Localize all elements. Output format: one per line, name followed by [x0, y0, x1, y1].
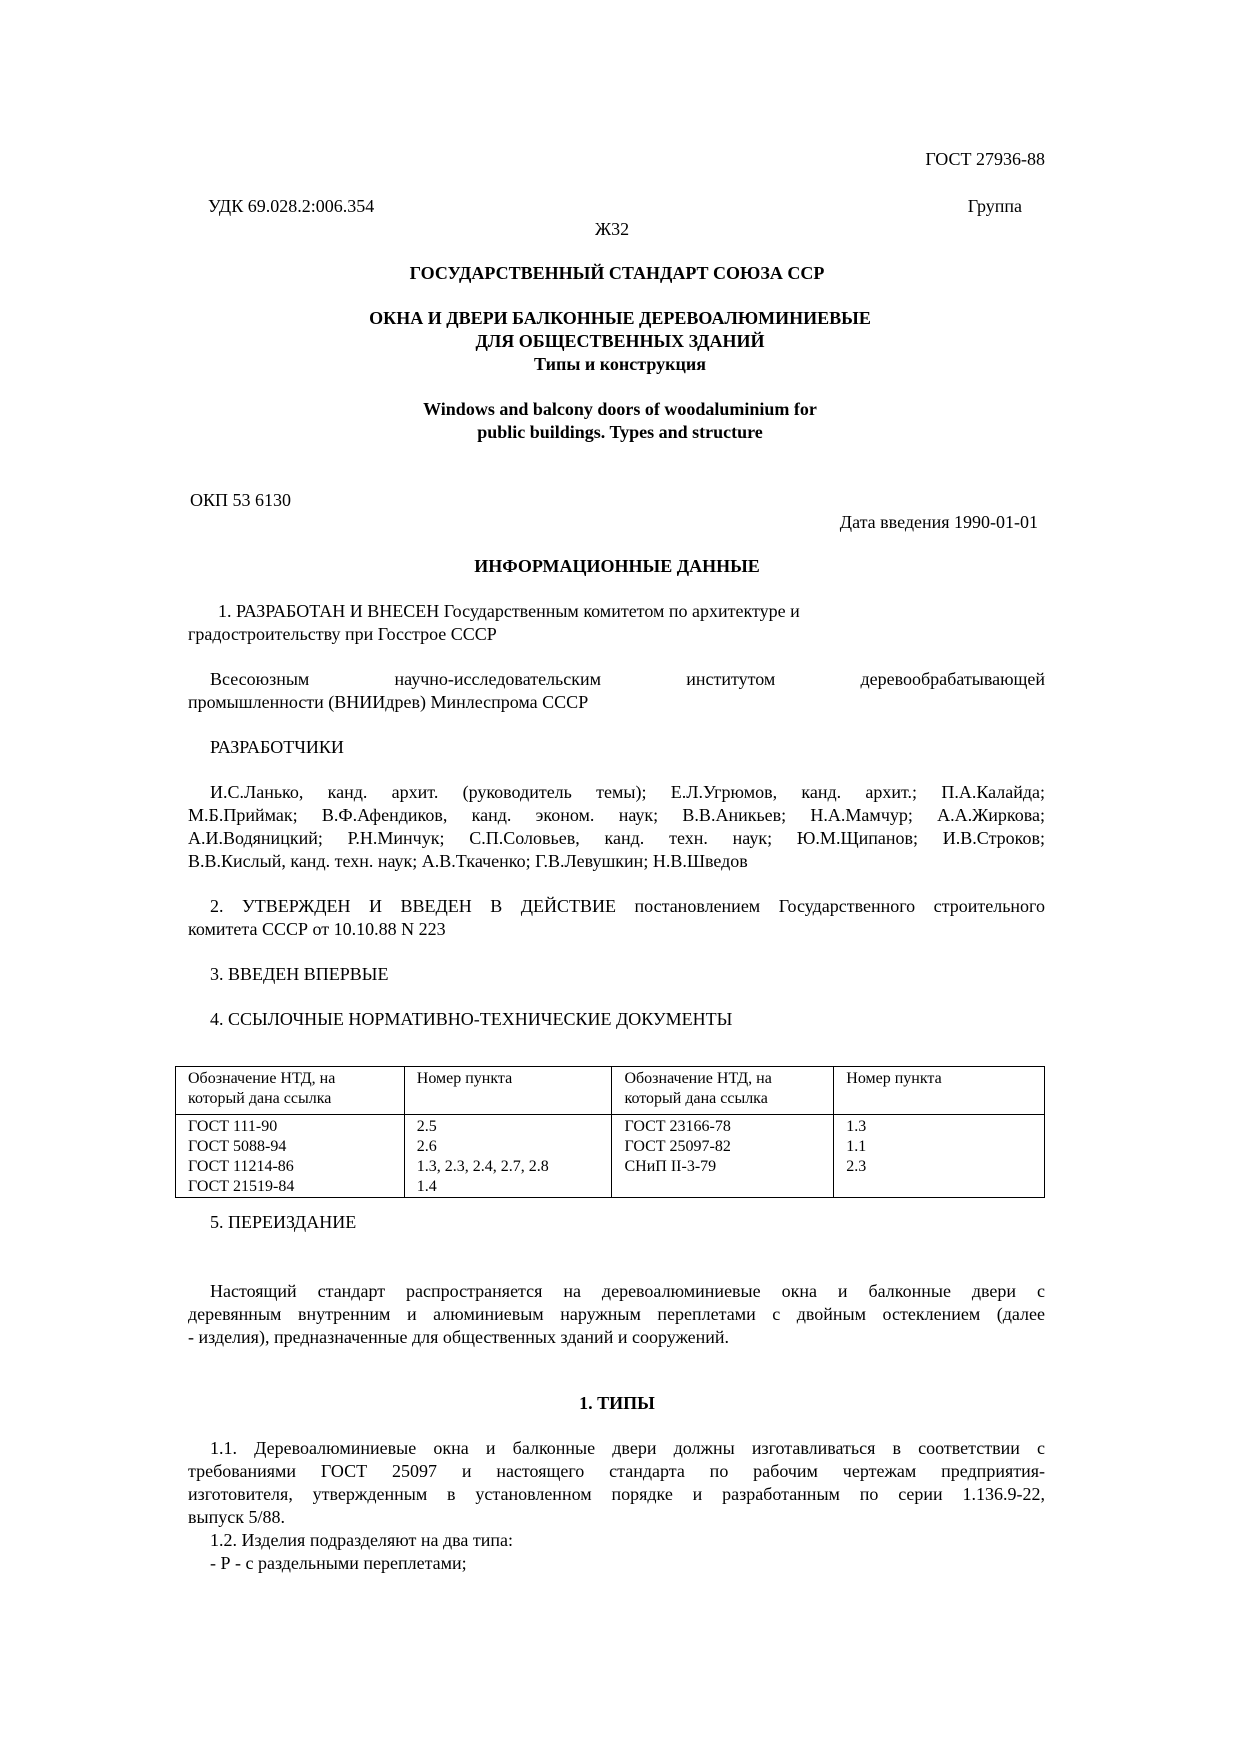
section-1-heading: 1. ТИПЫ	[579, 1393, 655, 1413]
developers-line-3: А.И.Водяницкий; Р.Н.Минчук; С.П.Соловьев, канд. техн. наук; Ю.М.Щипанов; И.В.Строков;	[188, 828, 1045, 848]
group-code: Ж32	[595, 219, 630, 239]
scope-line-2: деревянным внутренним и алюминиевым наружным переплетами с двойным остеклением (далее	[188, 1304, 1045, 1324]
clause-1-1-line-2: требованиями ГОСТ 25097 и настоящего стандарта по рабочим чертежам предприятия-	[188, 1461, 1045, 1481]
table-header-row	[176, 1067, 1045, 1115]
table-cell: 1.3, 2.3, 2.4, 2.7, 2.8	[416, 1158, 549, 1175]
scope-line-2-wrap	[188, 1303, 1045, 1325]
document-title-line-2: ДЛЯ ОБЩЕСТВЕННЫХ ЗДАНИЙ	[475, 331, 765, 351]
english-title-line-2: public buildings. Types and structure	[477, 422, 763, 442]
table-row	[176, 1115, 1045, 1198]
english-title-line-1: Windows and balcony doors of woodaluminium for	[423, 399, 817, 419]
clause-1-1-line-4: выпуск 5/88.	[188, 1507, 285, 1527]
document-title-line-1: ОКНА И ДВЕРИ БАЛКОННЫЕ ДЕРЕВОАЛЮМИНИЕВЫЕ	[369, 308, 871, 328]
developers-line-2: М.Б.Приймак; В.Ф.Афендиков, канд. эконом. наук; В.В.Аникьев; Н.А.Мамчур; А.А.Жиркова;	[188, 805, 1045, 825]
developers-line-4: В.В.Кислый, канд. техн. наук; А.В.Ткаченко; Г.В.Левушкин; Н.В.Шведов	[188, 851, 748, 871]
clause-1-2-item-1: - Р - с раздельными переплетами;	[210, 1553, 467, 1573]
table-cell: ГОСТ 23166-78	[624, 1118, 731, 1135]
approved-line-2: комитета СССР от 10.10.88 N 223	[188, 919, 446, 939]
table-header-doc-right: Обозначение НТД, на который дана ссылка	[612, 1067, 834, 1115]
table-cell-items-right	[834, 1115, 1045, 1198]
clause-1-1-line-2-wrap	[188, 1460, 1045, 1482]
clause-1-1-line-1-wrap	[210, 1437, 1045, 1459]
table-cell: ГОСТ 25097-82	[624, 1138, 731, 1155]
clause-1-1-line-1: 1.1. Деревоалюминиевые окна и балконные двери должны изготавливаться в соответствии с	[210, 1438, 1045, 1458]
info-item-1-line-1: 1. РАЗРАБОТАН И ВНЕСЕН Государственным комитетом по архитектуре и	[218, 601, 800, 621]
table-cell: ГОСТ 11214-86	[188, 1158, 294, 1175]
clause-1-1-line-3: изготовителя, утвержденным в установленном порядке и разработанным по серии 1.136.9-22,	[188, 1484, 1045, 1504]
table-cell: ГОСТ 21519-84	[188, 1178, 295, 1195]
table-header-item-left: Номер пункта	[404, 1067, 612, 1115]
clause-1-1-line-3-wrap	[188, 1483, 1045, 1505]
standard-title: ГОСУДАРСТВЕННЫЙ СТАНДАРТ СОЮЗА ССР	[409, 263, 825, 283]
table-cell: ГОСТ 111-90	[188, 1118, 278, 1135]
group-label: Группа	[967, 196, 1022, 216]
developers-line-1: И.С.Ланько, канд. архит. (руководитель темы); Е.Л.Угрюмов, канд. архит.; П.А.Калайда;	[210, 782, 1045, 802]
intro-date: Дата введения 1990-01-01	[839, 512, 1038, 532]
reference-table	[175, 1066, 1045, 1198]
scope-line-3: - изделия), предназначенные для общественных зданий и сооружений.	[188, 1327, 730, 1347]
gost-number: ГОСТ 27936-88	[925, 149, 1045, 169]
document-subtitle: Типы и конструкция	[534, 354, 706, 374]
table-cell: 2.5	[416, 1118, 437, 1135]
table-cell-docs-left	[176, 1115, 405, 1198]
scope-line-1: Настоящий стандарт распространяется на деревоалюминиевые окна и балконные двери с	[210, 1281, 1045, 1301]
table-cell: 2.3	[846, 1158, 867, 1175]
scope-line-1-wrap	[210, 1280, 1045, 1302]
table-header-item-right: Номер пункта	[834, 1067, 1045, 1115]
info-institute-line-2: промышленности (ВНИИдрев) Минлеспрома СССР	[188, 692, 589, 712]
clause-1-2: 1.2. Изделия подразделяют на два типа:	[210, 1530, 514, 1550]
table-cell: 1.3	[846, 1118, 867, 1135]
table-cell-items-left	[404, 1115, 612, 1198]
reissue: 5. ПЕРЕИЗДАНИЕ	[210, 1212, 357, 1232]
approved-line-1-wrap	[210, 895, 1045, 917]
info-institute-paragraph	[210, 668, 1045, 690]
table-cell: СНиП II-3-79	[624, 1158, 717, 1175]
table-cell: ГОСТ 5088-94	[188, 1138, 287, 1155]
table-cell: 1.1	[846, 1138, 867, 1155]
table-header-doc-left: Обозначение НТД, на который дана ссылка	[176, 1067, 405, 1115]
developers-label: РАЗРАБОТЧИКИ	[210, 737, 344, 757]
table-cell-docs-right	[612, 1115, 834, 1198]
info-heading: ИНФОРМАЦИОННЫЕ ДАННЫЕ	[474, 556, 760, 576]
udk-code: УДК 69.028.2:006.354	[208, 196, 375, 216]
table-cell: 2.6	[416, 1138, 437, 1155]
developers-line-1-wrap	[210, 781, 1045, 803]
developers-line-2-wrap	[188, 804, 1045, 826]
approved-line-1: 2. УТВЕРЖДЕН И ВВЕДЕН В ДЕЙСТВИЕ постановлением Государственного строительного	[210, 896, 1045, 916]
info-item-1-line-2: градостроительству при Госстрое СССР	[188, 624, 497, 644]
reference-docs-heading: 4. ССЫЛОЧНЫЕ НОРМАТИВНО-ТЕХНИЧЕСКИЕ ДОКУМЕНТЫ	[210, 1009, 733, 1029]
introduced-first: 3. ВВЕДЕН ВПЕРВЫЕ	[210, 964, 389, 984]
okp-code: ОКП 53 6130	[190, 490, 292, 510]
info-institute-line-1: Всесоюзным научно-исследовательским институтом деревообрабатывающей	[210, 669, 1045, 689]
table-cell: 1.4	[416, 1178, 437, 1195]
developers-line-3-wrap	[188, 827, 1045, 849]
